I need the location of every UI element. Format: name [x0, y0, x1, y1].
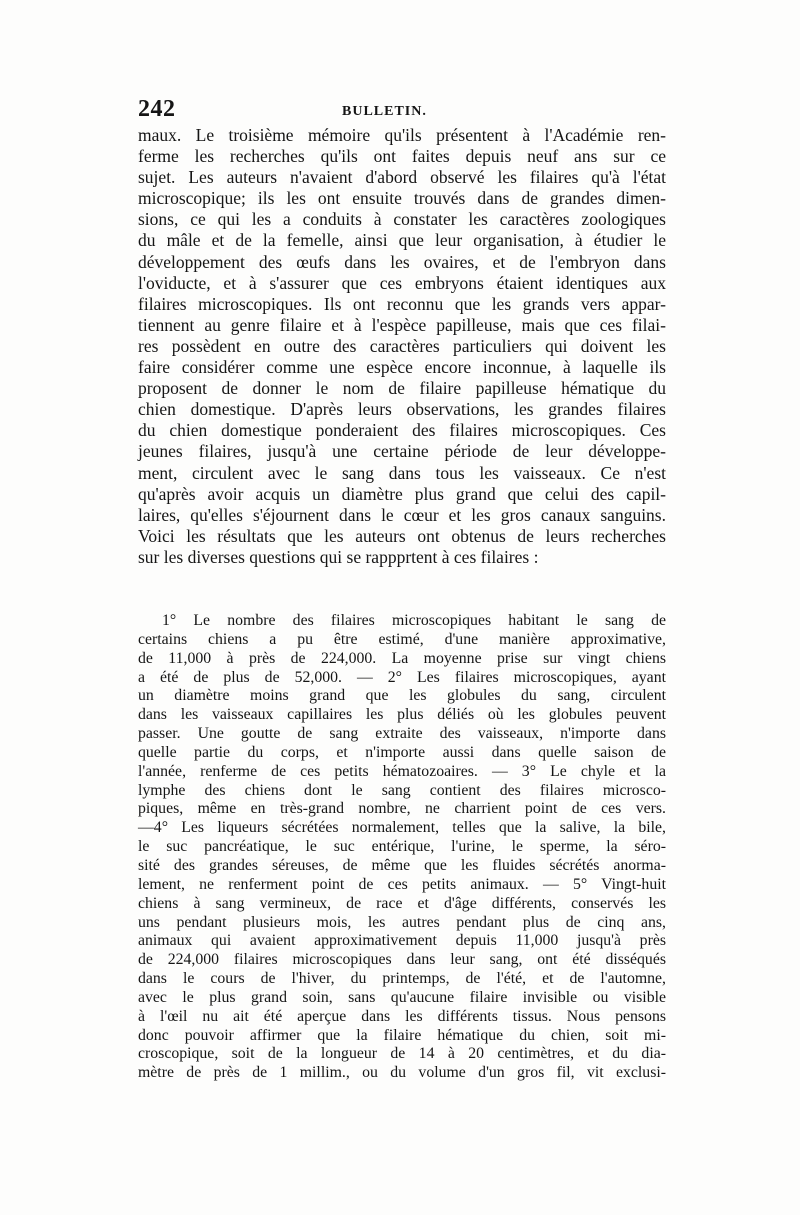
- text-line: laires, qu'elles s'éjournent dans le cœur et les gros canaux sanguins.: [138, 504, 666, 525]
- text-line: quelle partie du corps, et n'importe aussi dans quelle saison de: [138, 743, 666, 761]
- text-line: dans les vaisseaux capillaires les plus déliés où les globules peuvent: [138, 706, 666, 724]
- text-line: res possèdent en outre des caractères particuliers qui doivent les: [138, 335, 666, 356]
- text-line: le suc pancréatique, le suc entérique, l'urine, le sperme, la séro-: [138, 838, 666, 856]
- text-line: qu'après avoir acquis un diamètre plus grand que celui des capil-: [138, 483, 666, 504]
- text-line: sions, ce qui les a conduits à constater les caractères zoologiques: [138, 209, 666, 230]
- text-line: ment, circulent avec le sang dans tous les vaisseaux. Ce n'est: [138, 462, 666, 483]
- running-title: BULLETIN.: [342, 104, 427, 119]
- text-line: du mâle et de la femelle, ainsi que leur organisation, à étudier le: [138, 230, 666, 251]
- text-line: filaires microscopiques. Ils ont reconnu que les grands vers appar-: [138, 293, 666, 314]
- text-line: développement des œufs dans les ovaires, et de l'embryon dans: [138, 251, 666, 272]
- text-line: mètre de près de 1 millim., ou du volume d'un gros fil, vit exclusi-: [138, 1064, 666, 1082]
- text-line: microscopique; ils les ont ensuite trouvés dans de grandes dimen-: [138, 188, 666, 209]
- text-line: de 11,000 à près de 224,000. La moyenne prise sur vingt chiens: [138, 649, 666, 667]
- text-line: dans le cours de l'hiver, du printemps, de l'été, et de l'automne,: [138, 970, 666, 988]
- text-line: jeunes filaires, jusqu'à une certaine période de leur développe-: [138, 441, 666, 462]
- text-line: passer. Une goutte de sang extraite des vaisseaux, n'importe dans: [138, 725, 666, 743]
- running-head: [138, 96, 666, 126]
- text-line: croscopique, soit de la longueur de 14 à 20 centimètres, et du dia-: [138, 1045, 666, 1063]
- text-line: animaux qui avaient approximativement depuis 11,000 jusqu'à près: [138, 932, 666, 950]
- text-line: avec le plus grand soin, sans qu'aucune filaire invisible ou visible: [138, 988, 666, 1006]
- text-line: proposent de donner le nom de filaire papilleuse hématique du: [138, 378, 666, 399]
- text-line: un diamètre moins grand que les globules du sang, circulent: [138, 687, 666, 705]
- text-line: donc pouvoir affirmer que la filaire hématique du chien, soit mi-: [138, 1026, 666, 1044]
- page-number: 242: [138, 96, 176, 122]
- paragraph-results: [138, 612, 666, 1083]
- text-line: ferme les recherches qu'ils ont faites depuis neuf ans sur ce: [138, 146, 666, 167]
- text-line: a été de plus de 52,000. — 2° Les filaires microscopiques, ayant: [138, 668, 666, 686]
- text-line: sujet. Les auteurs n'avaient d'abord observé les filaires qu'à l'état: [138, 167, 666, 188]
- paragraph-main: [138, 125, 666, 568]
- text-line: sité des grandes séreuses, de même que les fluides sécrétés anorma-: [138, 856, 666, 874]
- text-line: l'année, renferme de ces petits hématozoaires. — 3° Le chyle et la: [138, 762, 666, 780]
- text-line: Voici les résultats que les auteurs ont obtenus de leurs recherches: [138, 525, 666, 546]
- text-line: faire considérer comme une espèce encore inconnue, à laquelle ils: [138, 357, 666, 378]
- text-line: du chien domestique ponderaient des filaires microscopiques. Ces: [138, 420, 666, 441]
- text-line: uns pendant plusieurs mois, les autres pendant plus de cinq ans,: [138, 913, 666, 931]
- text-line: lement, ne renferment point de ces petits animaux. — 5° Vingt-huit: [138, 875, 666, 893]
- text-line: à l'œil nu ait été aperçue dans les différents tissus. Nous pensons: [138, 1007, 666, 1025]
- text-line: lymphe des chiens dont le sang contient des filaires microsco-: [138, 781, 666, 799]
- text-line: maux. Le troisième mémoire qu'ils présentent à l'Académie ren-: [138, 125, 666, 145]
- text-line: —4° Les liqueurs sécrétées normalement, telles que la salive, la bile,: [138, 819, 666, 837]
- text-line: sur les diverses questions qui se rappprtent à ces filaires :: [138, 546, 539, 567]
- text-line: de 224,000 filaires microscopiques dans leur sang, ont été disséqués: [138, 951, 666, 969]
- text-line: chiens à sang vermineux, de race et d'âge différents, conservés les: [138, 894, 666, 912]
- text-line: l'oviducte, et à s'assurer que ces embryons étaient identiques aux: [138, 272, 666, 293]
- text-line: tiennent au genre filaire et à l'espèce papilleuse, mais que ces filai-: [138, 314, 666, 335]
- text-line: chien domestique. D'après leurs observations, les grandes filaires: [138, 399, 666, 420]
- text-line: 1° Le nombre des filaires microscopiques habitant le sang de: [162, 612, 666, 629]
- text-line: certains chiens a pu être estimé, d'une manière approximative,: [138, 630, 666, 648]
- text-line: piques, même en très-grand nombre, ne charrient point de ces vers.: [138, 800, 666, 818]
